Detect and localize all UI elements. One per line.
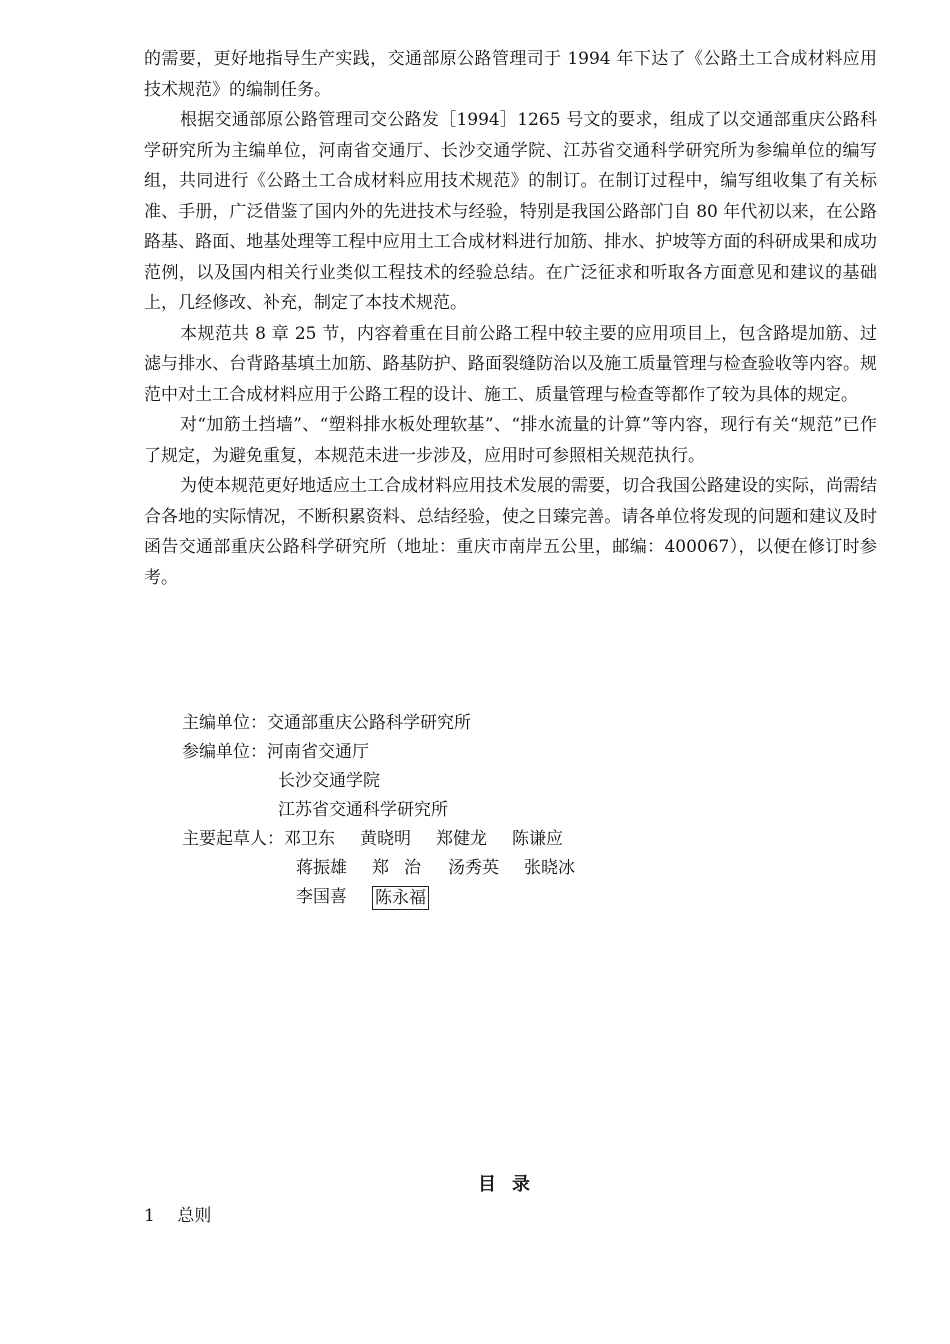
participant-unit-row	[182, 738, 600, 767]
participant-unit-value: 江苏省交通科学研究所	[278, 800, 448, 820]
paragraph-continuation: 的需要，更好地指导生产实践，交通部原公路管理司于 1994 年下达了《公路土工合成材料应用技术规范》的编制任务。	[144, 49, 877, 100]
drafter-name: 蒋振雄	[296, 858, 347, 878]
drafter-name: 郑治	[372, 858, 436, 878]
participant-unit-row	[182, 796, 600, 825]
participant-unit-row	[182, 767, 600, 796]
paragraph-scope: 本规范共 8 章 25 节，内容着重在目前公路工程中较主要的应用项目上，包含路堤加筋、过滤与排水、台背路基填土加筋、路基防护、路面裂缝防治以及施工质量管理与检查验收等内容。规范中对土工合成材料应用于公路工程的设计、施工、质量管理与检查等都作了较为具体的规定。	[144, 323, 877, 405]
participant-unit-value: 河南省交通厅	[267, 742, 369, 762]
toc-title: 目录	[478, 1174, 546, 1195]
toc-item[interactable]	[144, 1201, 211, 1226]
drafter-name: 黄晓明	[360, 829, 411, 849]
chief-unit-label: 主编单位：	[182, 713, 267, 733]
drafter-name: 邓卫东	[284, 829, 335, 849]
drafter-name: 陈谦应	[512, 829, 563, 849]
credits-block	[182, 709, 600, 912]
toc-item-number: 1	[144, 1206, 155, 1226]
drafters-row	[182, 825, 600, 854]
drafter-name: 张晓冰	[524, 858, 575, 878]
drafter-name-boxed: 陈永福	[372, 886, 429, 910]
participant-unit-label: 参编单位：	[182, 742, 267, 762]
paragraph-drafting-history: 根据交通部原公路管理司交公路发［1994］1265 号文的要求，组成了以交通部重庆公路科学研究所为主编单位，河南省交通厅、长沙交通学院、江苏省交通科学研究所为参编单位的编写组，共同进行《公路土工合成材料应用技术规范》的制订。在制订过程中，编写组收集了有关标准、手册，广泛借鉴了国内外的先进技术与经验，特别是我国公路部门自 80 年代初以来，在公路路基、路面、地基处理等工程中应用土工合成材料进行加筋、排水、护坡等方面的科研成果和成功范例，以及国内相关行业类似工程技术的经验总结。在广泛征求和听取各方面意见和建议的基础上，几经修改、补充，制定了本技术规范。	[144, 110, 877, 313]
drafter-name: 郑健龙	[436, 829, 487, 849]
paragraph-exclusions: 对“加筋土挡墙”、“塑料排水板处理软基”、“排水流量的计算”等内容，现行有关“规范”已作了规定，为避免重复，本规范未进一步涉及，应用时可参照相关规范执行。	[144, 415, 877, 466]
drafter-name: 李国喜	[296, 887, 347, 907]
drafters-label: 主要起草人：	[182, 829, 284, 849]
chief-unit-value: 交通部重庆公路科学研究所	[267, 713, 471, 733]
chief-unit-row	[182, 709, 600, 738]
paragraph-feedback-request: 为使本规范更好地适应土工合成材料应用技术发展的需要，切合我国公路建设的实际，尚需结合各地的实际情况，不断积累资料、总结经验，使之日臻完善。请各单位将发现的问题和建议及时函告交通部重庆公路科学研究所（地址：重庆市南岸五公里，邮编：400067），以便在修订时参考。	[144, 476, 877, 588]
drafters-row	[182, 883, 600, 912]
preface-body	[144, 44, 877, 593]
drafters-row	[182, 854, 600, 883]
drafter-name: 汤秀英	[448, 858, 499, 878]
toc-item-label: 总则	[177, 1206, 212, 1226]
participant-unit-value: 长沙交通学院	[278, 771, 380, 791]
